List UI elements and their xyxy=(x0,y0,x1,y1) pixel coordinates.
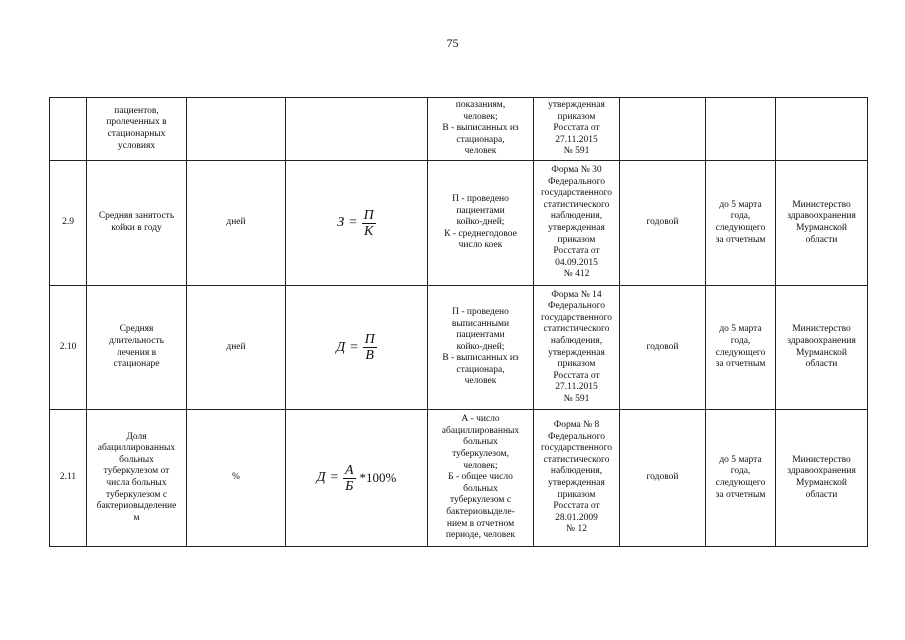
formula-equals: = xyxy=(329,470,339,486)
deadline-cell: до 5 марта года, следующего за отчетным xyxy=(706,286,776,410)
table-row xyxy=(50,161,868,286)
responsible-cell xyxy=(776,98,868,161)
formula-equals: = xyxy=(349,339,359,355)
table-row xyxy=(50,286,868,410)
formula xyxy=(336,332,377,363)
formula-fraction xyxy=(362,208,376,239)
indicator-name-cell: пациентов, пролеченных в стационарных условиях xyxy=(87,98,187,161)
formula-lhs: Д xyxy=(336,339,346,355)
row-number-cell: 2.11 xyxy=(50,410,87,547)
source-cell: Форма № 30 Федерального государственного статистического наблюдения, утвержденная приказом Росстата от 04.09.2015 № 412 xyxy=(534,161,620,286)
formula xyxy=(317,463,397,494)
unit-cell xyxy=(187,98,286,161)
legend-cell: П - проведено пациентами койко-дней; К - среднегодовое число коек xyxy=(428,161,534,286)
formula-lhs: Д xyxy=(316,470,326,486)
period-cell: годовой xyxy=(620,410,706,547)
responsible-cell: Министерство здравоохранения Мурманской области xyxy=(776,161,868,286)
formula-fraction xyxy=(343,463,356,494)
formula-numerator: П xyxy=(363,207,374,223)
unit-cell: дней xyxy=(187,161,286,286)
formula-denominator: В xyxy=(365,348,374,363)
indicator-name-cell: Средняя длительность лечения в стационаре xyxy=(87,286,187,410)
responsible-cell: Министерство здравоохранения Мурманской области xyxy=(776,410,868,547)
indicator-name-cell: Доля абациллированных больных туберкулезом от числа больных туберкулезом с бактериовыделение м xyxy=(87,410,187,547)
indicators-table xyxy=(49,97,868,547)
period-cell: годовой xyxy=(620,286,706,410)
responsible-cell: Министерство здравоохранения Мурманской области xyxy=(776,286,868,410)
legend-cell: А - число абациллированных больных туберкулезом, человек; Б - общее число больных туберкулезом с бактериовыделе- нием в отчетном периоде, человек xyxy=(428,410,534,547)
formula-cell xyxy=(286,286,428,410)
source-cell: утвержденная приказом Росстата от 27.11.2015 № 591 xyxy=(534,98,620,161)
legend-cell: показаниям, человек; В - выписанных из стационара, человек xyxy=(428,98,534,161)
source-cell: Форма № 8 Федерального государственного статистического наблюдения, утвержденная приказом Росстата от 28.01.2009 № 12 xyxy=(534,410,620,547)
unit-cell: % xyxy=(187,410,286,547)
deadline-cell: до 5 марта года, следующего за отчетным xyxy=(706,410,776,547)
source-cell: Форма № 14 Федерального государственного статистического наблюдения, утвержденная приказом Росстата от 27.11.2015 № 591 xyxy=(534,286,620,410)
row-number-cell xyxy=(50,98,87,161)
formula-equals: = xyxy=(348,215,358,231)
indicator-name-cell: Средняя занятость койки в году xyxy=(87,161,187,286)
page-number: 75 xyxy=(446,36,459,50)
formula-multiplier: *100% xyxy=(359,470,397,486)
formula-cell xyxy=(286,410,428,547)
period-cell xyxy=(620,98,706,161)
table-row xyxy=(50,410,868,547)
formula-fraction xyxy=(363,332,377,363)
legend-cell: П - проведено выписанными пациентами койко-дней; В - выписанных из стационара, человек xyxy=(428,286,534,410)
period-cell: годовой xyxy=(620,161,706,286)
deadline-cell xyxy=(706,98,776,161)
table-row xyxy=(50,98,868,161)
formula-numerator: П xyxy=(364,332,375,347)
formula-denominator: К xyxy=(364,223,374,239)
formula xyxy=(337,208,376,239)
row-number-cell: 2.9 xyxy=(50,161,87,286)
formula-numerator: А xyxy=(344,462,354,478)
formula-denominator: Б xyxy=(345,478,354,494)
row-number-cell: 2.10 xyxy=(50,286,87,410)
formula-cell xyxy=(286,161,428,286)
formula-cell xyxy=(286,98,428,161)
formula-lhs: З xyxy=(337,215,345,231)
deadline-cell: до 5 марта года, следующего за отчетным xyxy=(706,161,776,286)
unit-cell: дней xyxy=(187,286,286,410)
